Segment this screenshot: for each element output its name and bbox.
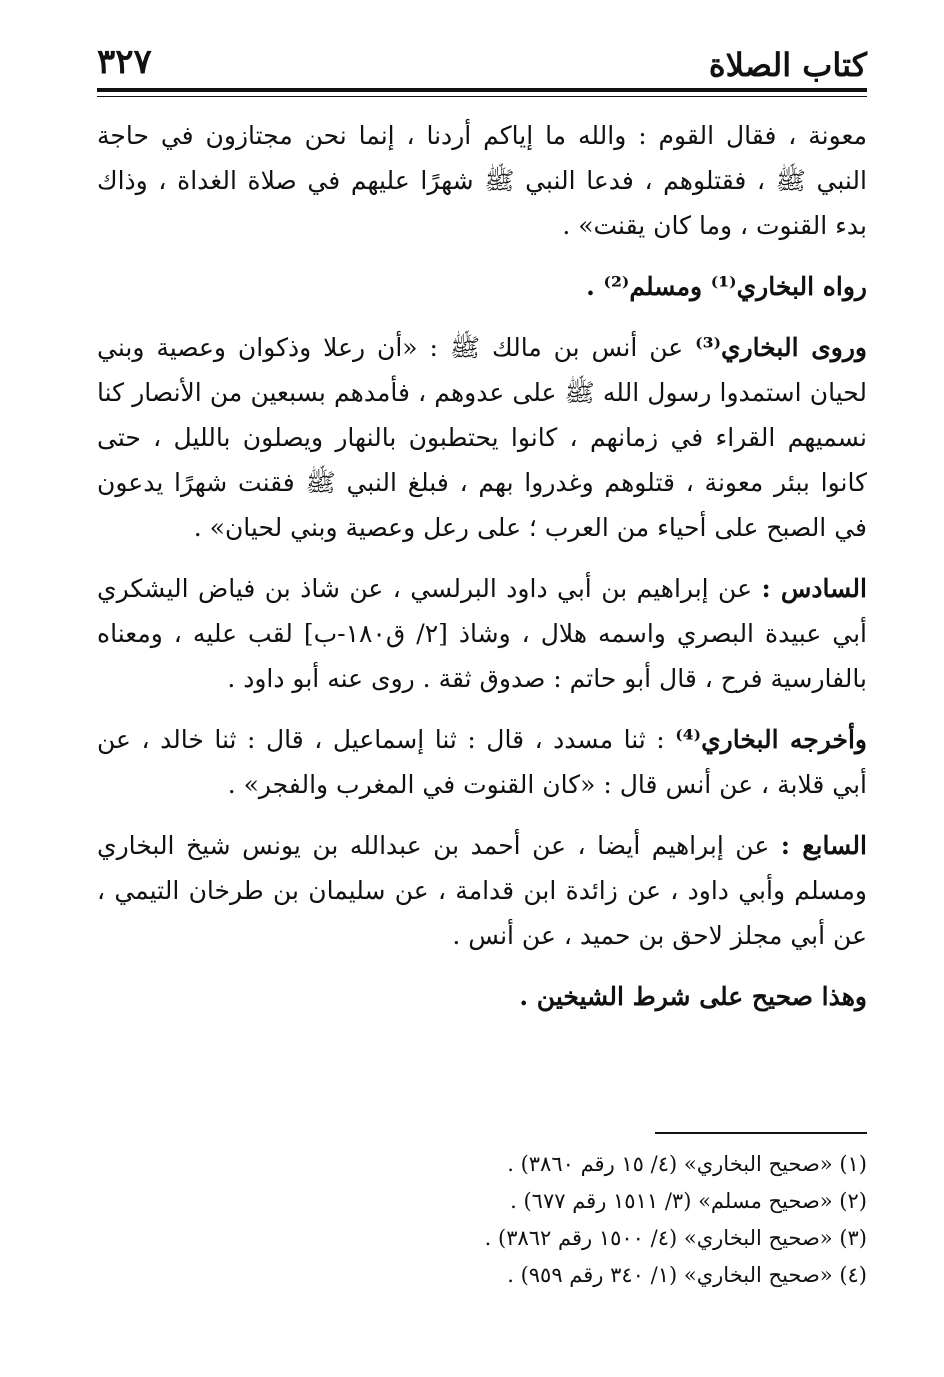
footnote: (٣) «صحيح البخاري» (٤/ ١٥٠٠ رقم ٣٨٦٢) . [484, 1226, 867, 1250]
paragraph [97, 113, 867, 248]
paragraph [97, 717, 867, 807]
header-rule-thin [97, 96, 867, 97]
paragraph-lead: وأخرجه البخاري⁽⁴⁾ [675, 725, 867, 754]
header-rule [97, 88, 867, 92]
running-title: كتاب الصلاة [708, 46, 867, 84]
footnotes [147, 1146, 867, 1294]
paragraph [97, 823, 867, 958]
footnote: (١) «صحيح البخاري» (٤/ ١٥ رقم ٣٨٦٠) . [507, 1152, 867, 1176]
paragraph-text: عن أنس بن مالك ﷺ : «أن رعلا وذكوان وعصية وبني لحيان استمدوا رسول الله ﷺ على عدوهم ، فأمدهم بسبعين من الأنصار كنا نسميهم القراء في زمانهم ، كانوا يحتطبون بالنهار ويصلون بالليل ، حتى كانوا ببئر معونة ، قتلوهم وغدروا بهم ، فبلغ النبي ﷺ فقنت شهرًا يدعون في الصبح على أحياء من العرب ؛ على رعل وعصية وبني لحيان» . [97, 333, 867, 542]
paragraph-text: عن إبراهيم أيضا ، عن أحمد بن عبدالله بن يونس شيخ البخاري ومسلم وأبي داود ، عن زائدة ابن قدامة ، عن سليمان بن طرخان التيمي ، عن أبي مجلز لاحق بن حميد ، عن أنس . [97, 831, 867, 950]
paragraph-text: عن إبراهيم بن أبي داود البرلسي ، عن شاذ بن فياض اليشكري أبي عبيدة البصري واسمه هلال ، وشاذ [٢/ ق١٨٠-ب] لقب عليه ، ومعناه بالفارسية فرح ، قال أبو حاتم : صدوق ثقة . روى عنه أبو داود . [97, 574, 867, 693]
paragraph [97, 264, 867, 309]
footnote-separator [655, 1132, 867, 1134]
page-number: ٣٢٧ [97, 42, 152, 82]
closing-line: وهذا صحيح على شرط الشيخين . [519, 982, 867, 1011]
paragraph-lead: رواه البخاري⁽¹⁾ ومسلم⁽²⁾ . [586, 272, 867, 301]
paragraph-text: : ثنا مسدد ، قال : ثنا إسماعيل ، قال : ثنا خالد ، عن أبي قلابة ، عن أنس قال : «كان القنوت في المغرب والفجر» . [97, 725, 867, 799]
main-text [97, 113, 867, 1035]
paragraph-lead: وروى البخاري⁽³⁾ [695, 333, 867, 362]
page-header [97, 40, 867, 90]
paragraph-lead: السادس : [761, 574, 867, 603]
footnote: (٤) «صحيح البخاري» (١/ ٣٤٠ رقم ٩٥٩) . [507, 1263, 867, 1287]
paragraph [97, 566, 867, 701]
paragraph-lead: السابع : [780, 831, 867, 860]
paragraph-text: معونة ، فقال القوم : والله ما إياكم أردنا ، إنما نحن مجتازون في حاجة النبي ﷺ ، فقتلوهم ، فدعا النبي ﷺ شهرًا عليهم في صلاة الغداة ، وذاك بدء القنوت ، وما كان يقنت» . [97, 121, 867, 240]
footnote: (٢) «صحيح مسلم» (٣/ ١٥١١ رقم ٦٧٧) . [510, 1189, 867, 1213]
paragraph [97, 325, 867, 550]
